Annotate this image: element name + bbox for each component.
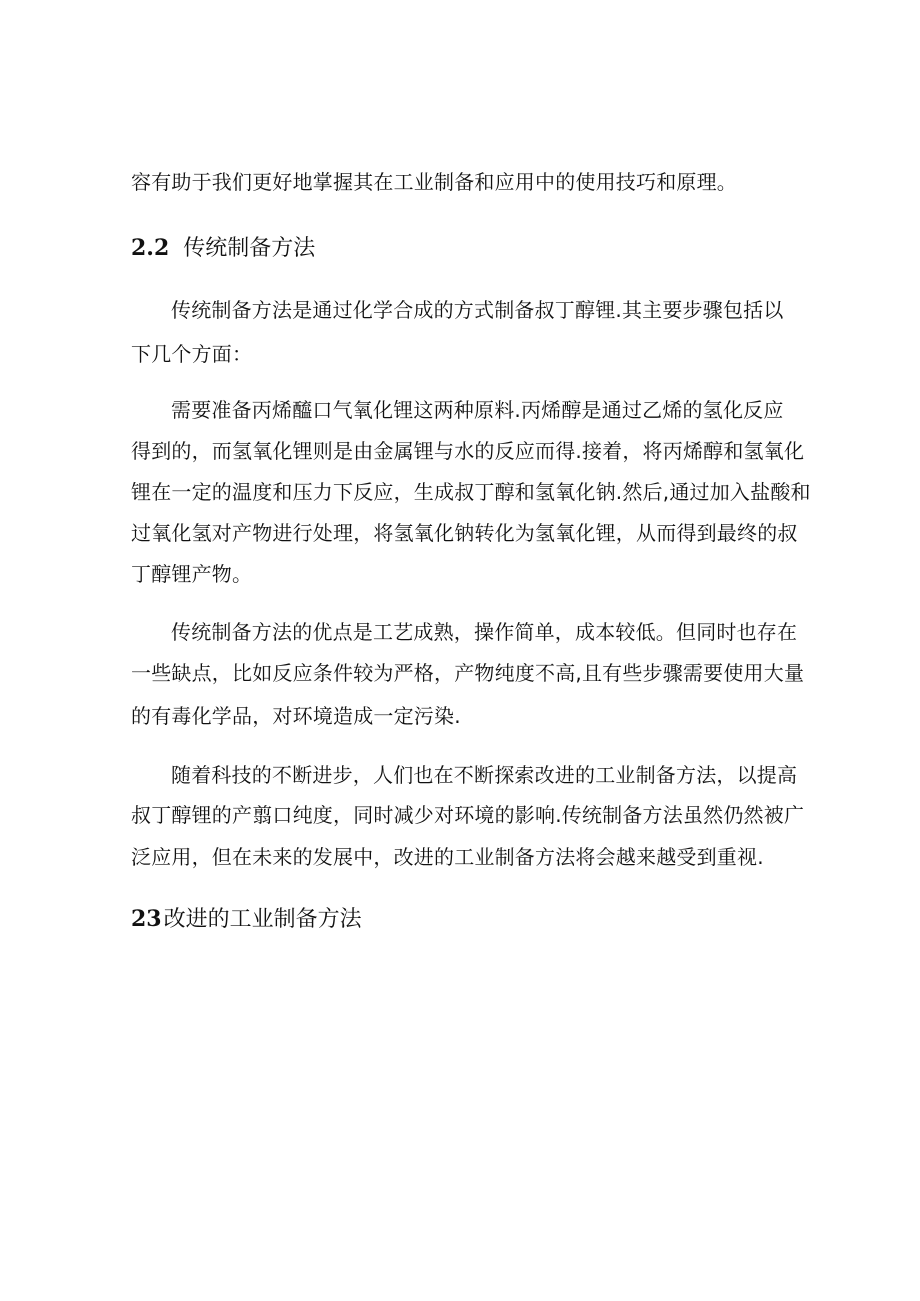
paragraph-line: 下几个方面： <box>131 342 253 366</box>
section-title: 改进的工业制备方法 <box>163 907 362 932</box>
paragraph-line: 过氧化氢对产物进行处理，将氢氧化钠转化为氢氧化锂，从而得到最终的叔 <box>131 521 798 545</box>
paragraph-line: 一些缺点，比如反应条件较为严格，产物纯度不高,且有些步骤需要使用大量 <box>131 661 805 685</box>
paragraph-line: 的有毒化学品，对环境造成一定污染. <box>131 704 461 728</box>
section-number: 2.2 <box>131 235 170 261</box>
paragraph-line: 泛应用，但在未来的发展中，改进的工业制备方法将会越来越受到重视. <box>131 845 764 869</box>
section-title: 传统制备方法 <box>183 236 316 261</box>
paragraph-line: 叔丁醇锂的产翦口纯度，同时减少对环境的影响.传统制备方法虽然仍然被广 <box>131 803 805 827</box>
paragraph-line: 传统制备方法是通过化学合成的方式制备叔丁醇锂.其主要步骤包括以 <box>171 298 784 322</box>
paragraph-line: 锂在一定的温度和压力下反应，生成叔丁醇和氢氧化钠.然后,通过加入盐酸和 <box>131 480 811 504</box>
continuation-text: 容有助于我们更好地掌握其在工业制备和应用中的使用技巧和原理。 <box>131 170 737 194</box>
section-number: 23 <box>131 906 162 932</box>
paragraph-line: 需要准备丙烯醯口气氧化锂这两种原料.丙烯醇是通过乙烯的氢化反应 <box>171 398 784 422</box>
section-heading-2-3 <box>131 906 362 933</box>
paragraph-line: 传统制备方法的优点是工艺成熟，操作简单，成本较低。但同时也存在 <box>171 620 798 644</box>
paragraph-line: 丁醇锂产物。 <box>131 562 253 586</box>
section-heading-2-2 <box>131 235 315 262</box>
paragraph-line: 得到的，而氢氧化锂则是由金属锂与水的反应而得.接着，将丙烯醇和氢氧化 <box>131 439 805 463</box>
paragraph-line: 随着科技的不断进步，人们也在不断探索改进的工业制备方法，以提高 <box>171 763 798 787</box>
